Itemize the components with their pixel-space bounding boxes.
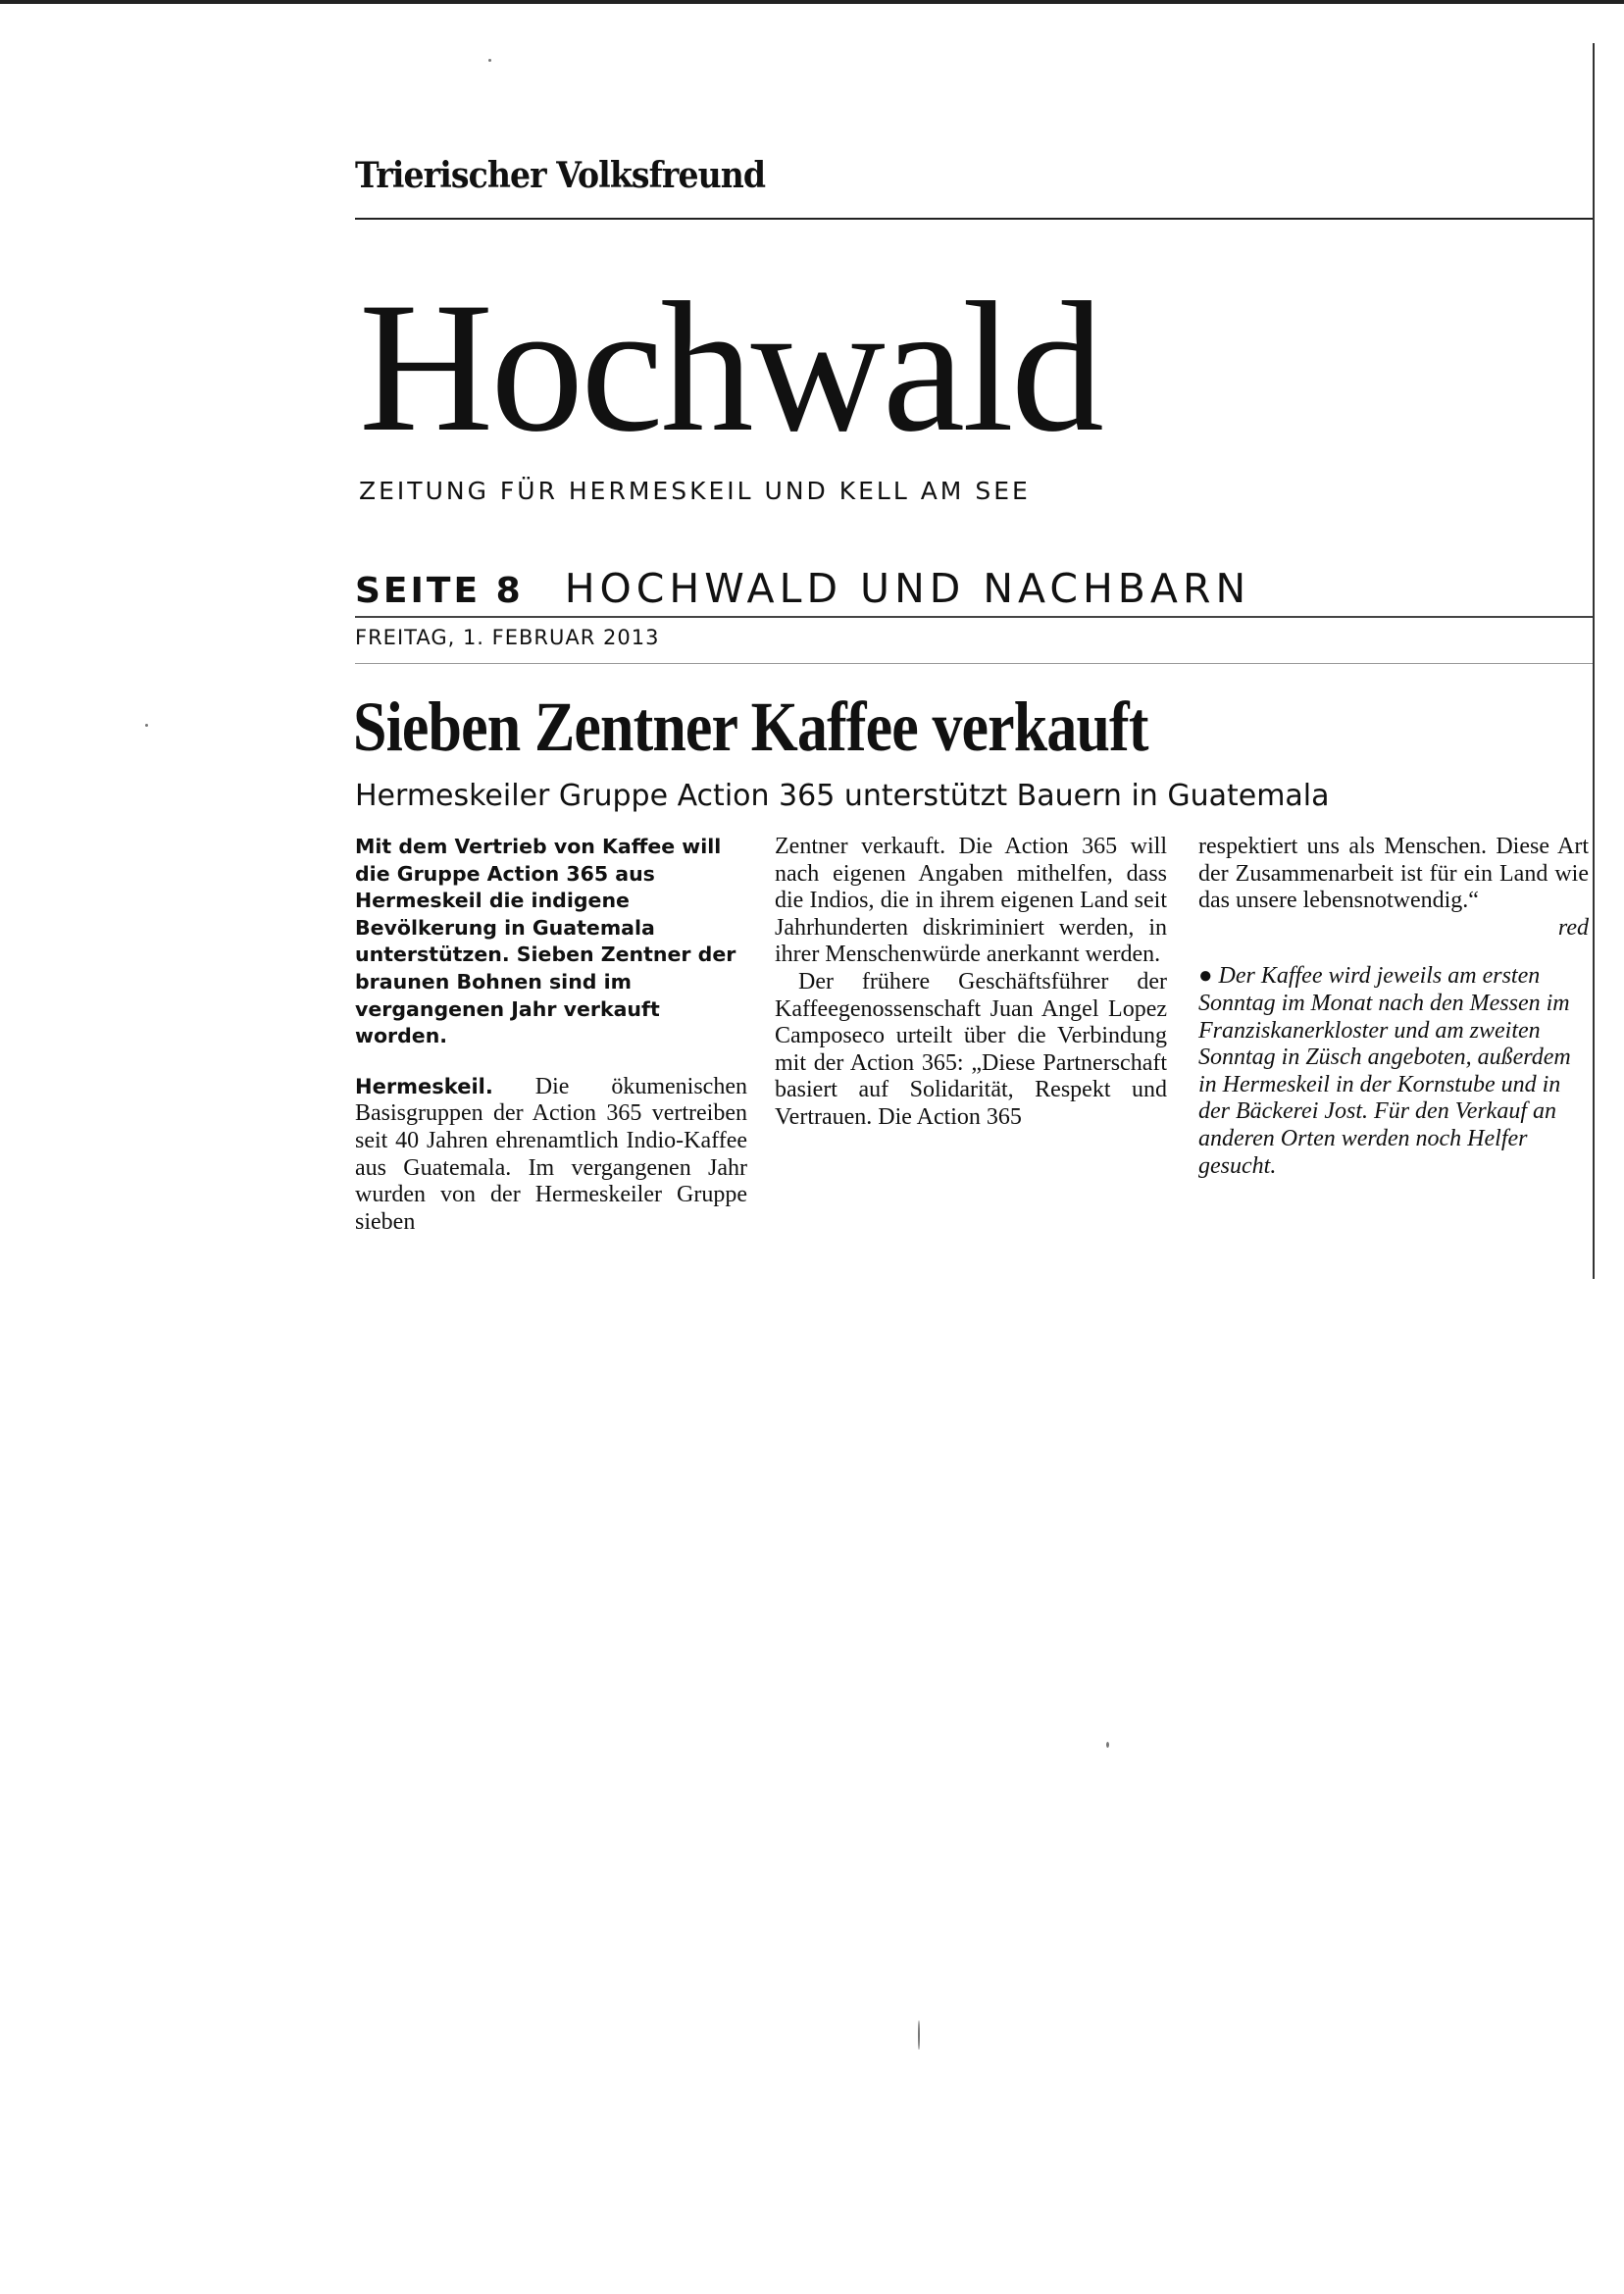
article-column-1	[355, 834, 747, 1236]
article-subheadline: Hermeskeiler Gruppe Action 365 unterstützt Bauern in Guatemala	[355, 779, 1330, 813]
newspaper-masthead: Trierischer Volksfreund	[355, 155, 766, 196]
page-header-rule	[355, 616, 1593, 618]
scan-speck	[145, 724, 148, 727]
page-header	[355, 565, 1250, 612]
publication-date: FREITAG, 1. FEBRUAR 2013	[355, 626, 660, 649]
scan-border-top	[0, 0, 1624, 4]
article-column-2	[775, 834, 1167, 1132]
scan-speck	[918, 2020, 920, 2050]
section-subtitle: ZEITUNG FÜR HERMESKEIL UND KELL AM SEE	[359, 477, 1031, 505]
page-section-name: HOCHWALD UND NACHBARN	[564, 565, 1251, 612]
section-title: Hochwald	[359, 265, 1101, 471]
masthead-rule	[355, 218, 1593, 220]
article-author: red	[1557, 914, 1589, 941]
date-rule	[355, 663, 1593, 664]
scan-border-right	[1593, 43, 1595, 1279]
article-body-2a: Zentner verkauft. Die Action 365 will nach eigenen Angaben mithelfen, dass die Indios, die in ihrem eigenen Land seit Jahrhunderten diskriminiert werden, in ihrer Menschenwürde anerkannt werden.	[775, 834, 1167, 968]
scan-speck	[488, 59, 491, 62]
article-dateline: Hermeskeil.	[355, 1074, 493, 1098]
article-info-box: ● Der Kaffee wird jeweils am ersten Sonntag im Monat nach den Messen im Franziskanerkloster und am zweiten Sonntag in Züsch angeboten, außerdem in Hermeskeil in der Kornstube und in der Bäckerei Jost. Für den Verkauf an anderen Orten werden noch Helfer gesucht.	[1198, 963, 1571, 1179]
article-body-2b: Der frühere Geschäftsführer der Kaffeegenossenschaft Juan Angel Lopez Camposeco urteilt über die Verbindung mit der Action 365: „Diese Partnerschaft basiert auf Solidarität, Respekt und Vertrauen. Die Action 365	[775, 968, 1167, 1130]
article-body-1-text: Die ökumenischen Basisgruppen der Action 365 vertreiben seit 40 Jahren ehrenamtlich Indio-Kaffee aus Guatemala. Im vergangenen Jahr wurden von der Hermeskeiler Gruppe sieben	[355, 1073, 747, 1235]
scan-speck	[1106, 1742, 1109, 1748]
article-column-3	[1198, 834, 1589, 1180]
page-label: SEITE 8	[355, 571, 524, 611]
article-lead: Mit dem Vertrieb von Kaffee will die Gruppe Action 365 aus Hermeskeil die indigene Bevölkerung in Guatemala unterstützen. Sieben Zentner der braunen Bohnen sind im vergangenen Jahr verkauft worden.	[355, 835, 736, 1048]
article-headline: Sieben Zentner Kaffee verkauft	[353, 688, 1148, 766]
article-body-1	[355, 1074, 747, 1237]
article-body-3: respektiert uns als Menschen. Diese Art der Zusammenarbeit ist für ein Land wie das unsere lebensnotwendig.“	[1198, 834, 1589, 914]
